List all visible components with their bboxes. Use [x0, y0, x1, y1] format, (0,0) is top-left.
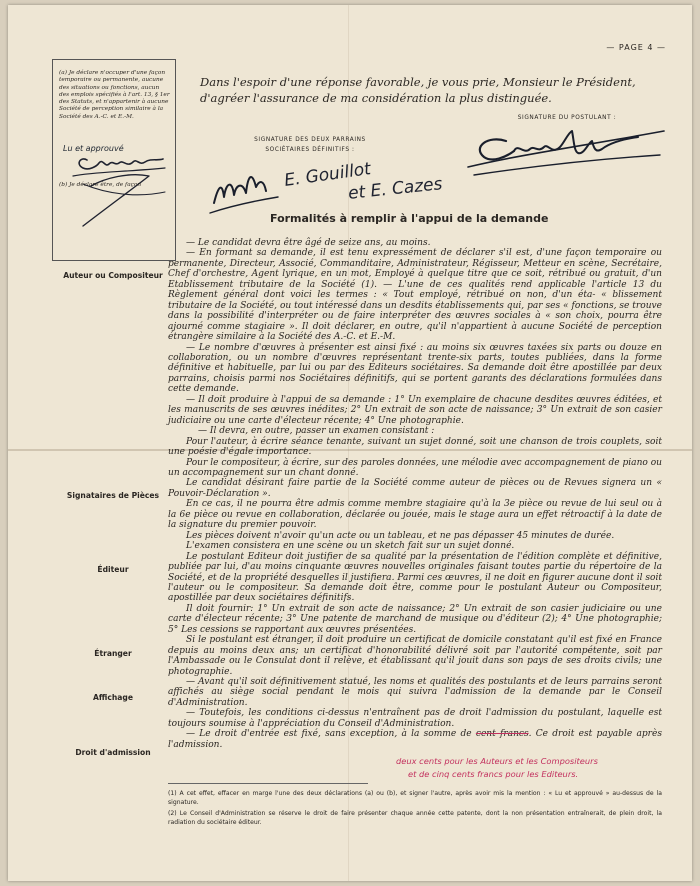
paragraph-age: — Le candidat devra être âgé de seize ans, au moins. [186, 238, 431, 248]
page-number: — PAGE 4 — [606, 43, 666, 52]
declaration-a-text: (a) Je déclare n'occuper d'une façon temporaire ou permanente, aucune des situations ou fonctions, aucun des emplois spécifiés à l'art. 13, § 1er des Statuts, et n'appartenir à aucune Société de perception similaire à la Société des A.-C. et E.-M. [59, 70, 170, 120]
margin-label-editeur: Éditeur [97, 565, 129, 574]
paragraph-works: — Le nombre d'œuvres à présenter est ainsi fixé : au moins six œuvres taxées six parts ou douze en collaboration, ou un nombre d'œuvres représentant trente-six parts, toutes publiées, dans la forme définitive et habituelle, par lui ou par des Editeurs sociétaires. Sa demande doit être apostillée par deux parrains, choisis parmi nos Sociétaires définitifs, qui se portent garants des déclarations formulées dans cette demande. [168, 342, 662, 395]
paragraph-pieces: Le candidat désirant faire partie de la Société comme auteur de pièces ou de Revues signera un « Pouvoir-Déclaration ». [168, 478, 662, 499]
declaration-approval: Lu et approuvé [63, 144, 124, 153]
paragraph-display: — Avant qu'il soit définitivement statué, les noms et qualités des postulants et de leurs parrains seront affichés au siège social pendant le mois qui suivra l'admission de la demande par le Conseil d'Administration. [168, 677, 662, 708]
declaration-box [52, 59, 176, 261]
entry-fee-struck: cent francs [475, 729, 529, 740]
document-page [8, 5, 692, 881]
margin-label-affichage: Affichage [93, 693, 133, 702]
paragraph-entry-fee [168, 729, 662, 750]
sponsors-label-1: SIGNATURE DES DEUX PARRAINS [254, 137, 366, 143]
declaration-b-text: (b) Je déclare être, de façon [59, 182, 142, 188]
paragraph-editor-documents: Il doit fournir: 1° Un extrait de son acte de naissance; 2° Un extrait de son casier judiciaire ou une carte d'électeur récente; 3° Une patente de marchand de musique ou d'éditeur (2); 4° Une photographie; 5° Les cessions se rapportant aux œuvres présentées. [168, 603, 662, 635]
sponsors-label-2: SOCIÉTAIRES DÉFINITIFS : [265, 147, 355, 153]
declaration-signature [53, 60, 175, 260]
applicant-label: SIGNATURE DU POSTULANT : [517, 115, 617, 121]
handwritten-correction-2: et de cinq cents francs pour les Editeurs. [408, 769, 579, 779]
margin-label-signataires: Signataires de Pièces [66, 491, 160, 500]
entry-fee-text-b: . Ce droit est payable après l'admission. [168, 729, 662, 750]
paragraph-pieces-stage: En ce cas, il ne pourra être admis comme membre stagiaire qu'à la 3e pièce ou revue de lui seul ou à la 6e pièce ou revue en collaboration, déclarée ou jouée, mais le stage aura un effet rétroactif à la date de la signature du premier pouvoir. [168, 499, 662, 531]
handwritten-correction-1: deux cents pour les Auteurs et les Compositeurs [396, 756, 598, 766]
paragraph-editor: Le postulant Editeur doit justifier de sa qualité par la présentation de l'édition complète et définitive, publiée par lui, d'au moins cinquante œuvres nouvelles originales faisant toutes partie du répertoire de la Société, et de la propriété desquelles il justifiera. Parmi ces œuvres, il ne doit en figurer aucune dont il soit l'auteur ou le compositeur. Sa demande doit être, comme pour le postulant Auteur ou Compositeur, apostillée par deux sociétaires définitifs. [168, 551, 662, 604]
paragraph-declaration: — En formant sa demande, il est tenu expressément de déclarer s'il est, d'une façon temporaire ou permanente, Directeur, Associé, Commanditaire, Administrateur, Régisseur, Metteur en scène, Secrétaire, Chef d'orchestre, Agent lyrique, en un mot, Employé à quelque titre que ce soit, rétribué ou gratuit, d'un Etablissement tributaire de la Société (1). — L'une de ces qualités rend applicable l'article 13 du Règlement général dont voici les termes : « Tout employé, rétribué on non, d'un éta- « blissement tributaire de la Société, ou tout intéressé dans un desdits établissements qui, par ses « fonctions, se trouve dans la possibilité d'interpréter ou de faire interpréter des œuvres sociales à « son choix, pourra être ajourné comme stagiaire ». Il doit déclarer, en outre, qu'il n'appartient à aucune Société de perception étrangère similaire à la Société des A.-C. et E.-M. [168, 248, 662, 343]
paragraph-conditions: — Toutefois, les conditions ci-dessus n'entraînent pas de droit l'admission du postulant, laquelle est toujours soumise à l'appréciation du Conseil d'Administration. [168, 708, 662, 729]
margin-label-etranger: Étranger [94, 649, 132, 658]
footnote-rule [168, 783, 368, 784]
sponsor-1-signature: E. Gouillot [283, 159, 373, 191]
section-heading: Formalités à remplir à l'appui de la demande [270, 212, 549, 225]
paragraph-exam: — Il devra, en outre, passer un examen consistant : [198, 426, 435, 437]
paragraph-pieces-exam: L'examen consistera en une scène ou un sketch fait sur un sujet donné. [186, 541, 515, 552]
footnote-1: (1) A cet effet, effacer en marge l'une des deux déclarations (a) ou (b), et signer l'autre, après avoir mis la mention : « Lu et approuvé » au-dessus de la signature. [168, 790, 662, 806]
paragraph-exam-composer: Pour le compositeur, à écrire, sur des paroles données, une mélodie avec accompagnement de piano ou un accompagnement sur un chant donné. [168, 457, 662, 478]
sponsor-2-signature: et E. Cazes [347, 174, 444, 204]
footnote-2: (2) Le Conseil d'Administration se réserve le droit de faire présenter chaque année cette patente, dont la non présentation entraînerait, de plein droit, la radiation du sociétaire éditeur. [168, 810, 662, 826]
paragraph-pieces-length: Les pièces doivent n'avoir qu'un acte ou un tableau, et ne pas dépasser 45 minutes de durée. [186, 530, 615, 541]
paragraph-foreigner: Si le postulant est étranger, il doit produire un certificat de domicile constatant qu'il est fixé en France depuis au moins deux ans; un certificat d'honorabilité délivré soit par l'autorité compétente, soit par l'Ambassade ou le Consulat dont il relève, et établissant qu'il jouit dans son pays de ses droits civils; une photographie. [168, 635, 662, 677]
margin-label-auteur: Auteur ou Compositeur [63, 271, 163, 280]
entry-fee-text-a: — Le droit d'entrée est fixé, sans exception, à la somme de [186, 729, 472, 740]
margin-label-droit: Droit d'admission [75, 748, 151, 757]
paragraph-documents: — Il doit produire à l'appui de sa demande : 1° Un exemplaire de chacune desdites œuvres éditées, et les manuscrits de ses œuvres inédites; 2° Un extrait de son acte de naissance; 3° Un extrait de son casier judiciaire ou une carte d'électeur récente; 4° Une photographie. [168, 394, 662, 426]
formalities-body [168, 238, 662, 750]
closing-paragraph: Dans l'espoir d'une réponse favorable, je vous prie, Monsieur le Président, d'agréer l'assurance de ma considération la plus distinguée. [200, 75, 636, 105]
paragraph-exam-author: Pour l'auteur, à écrire séance tenante, suivant un sujet donné, soit une chanson de trois couplets, soit une poésie d'égale importance. [168, 436, 662, 458]
